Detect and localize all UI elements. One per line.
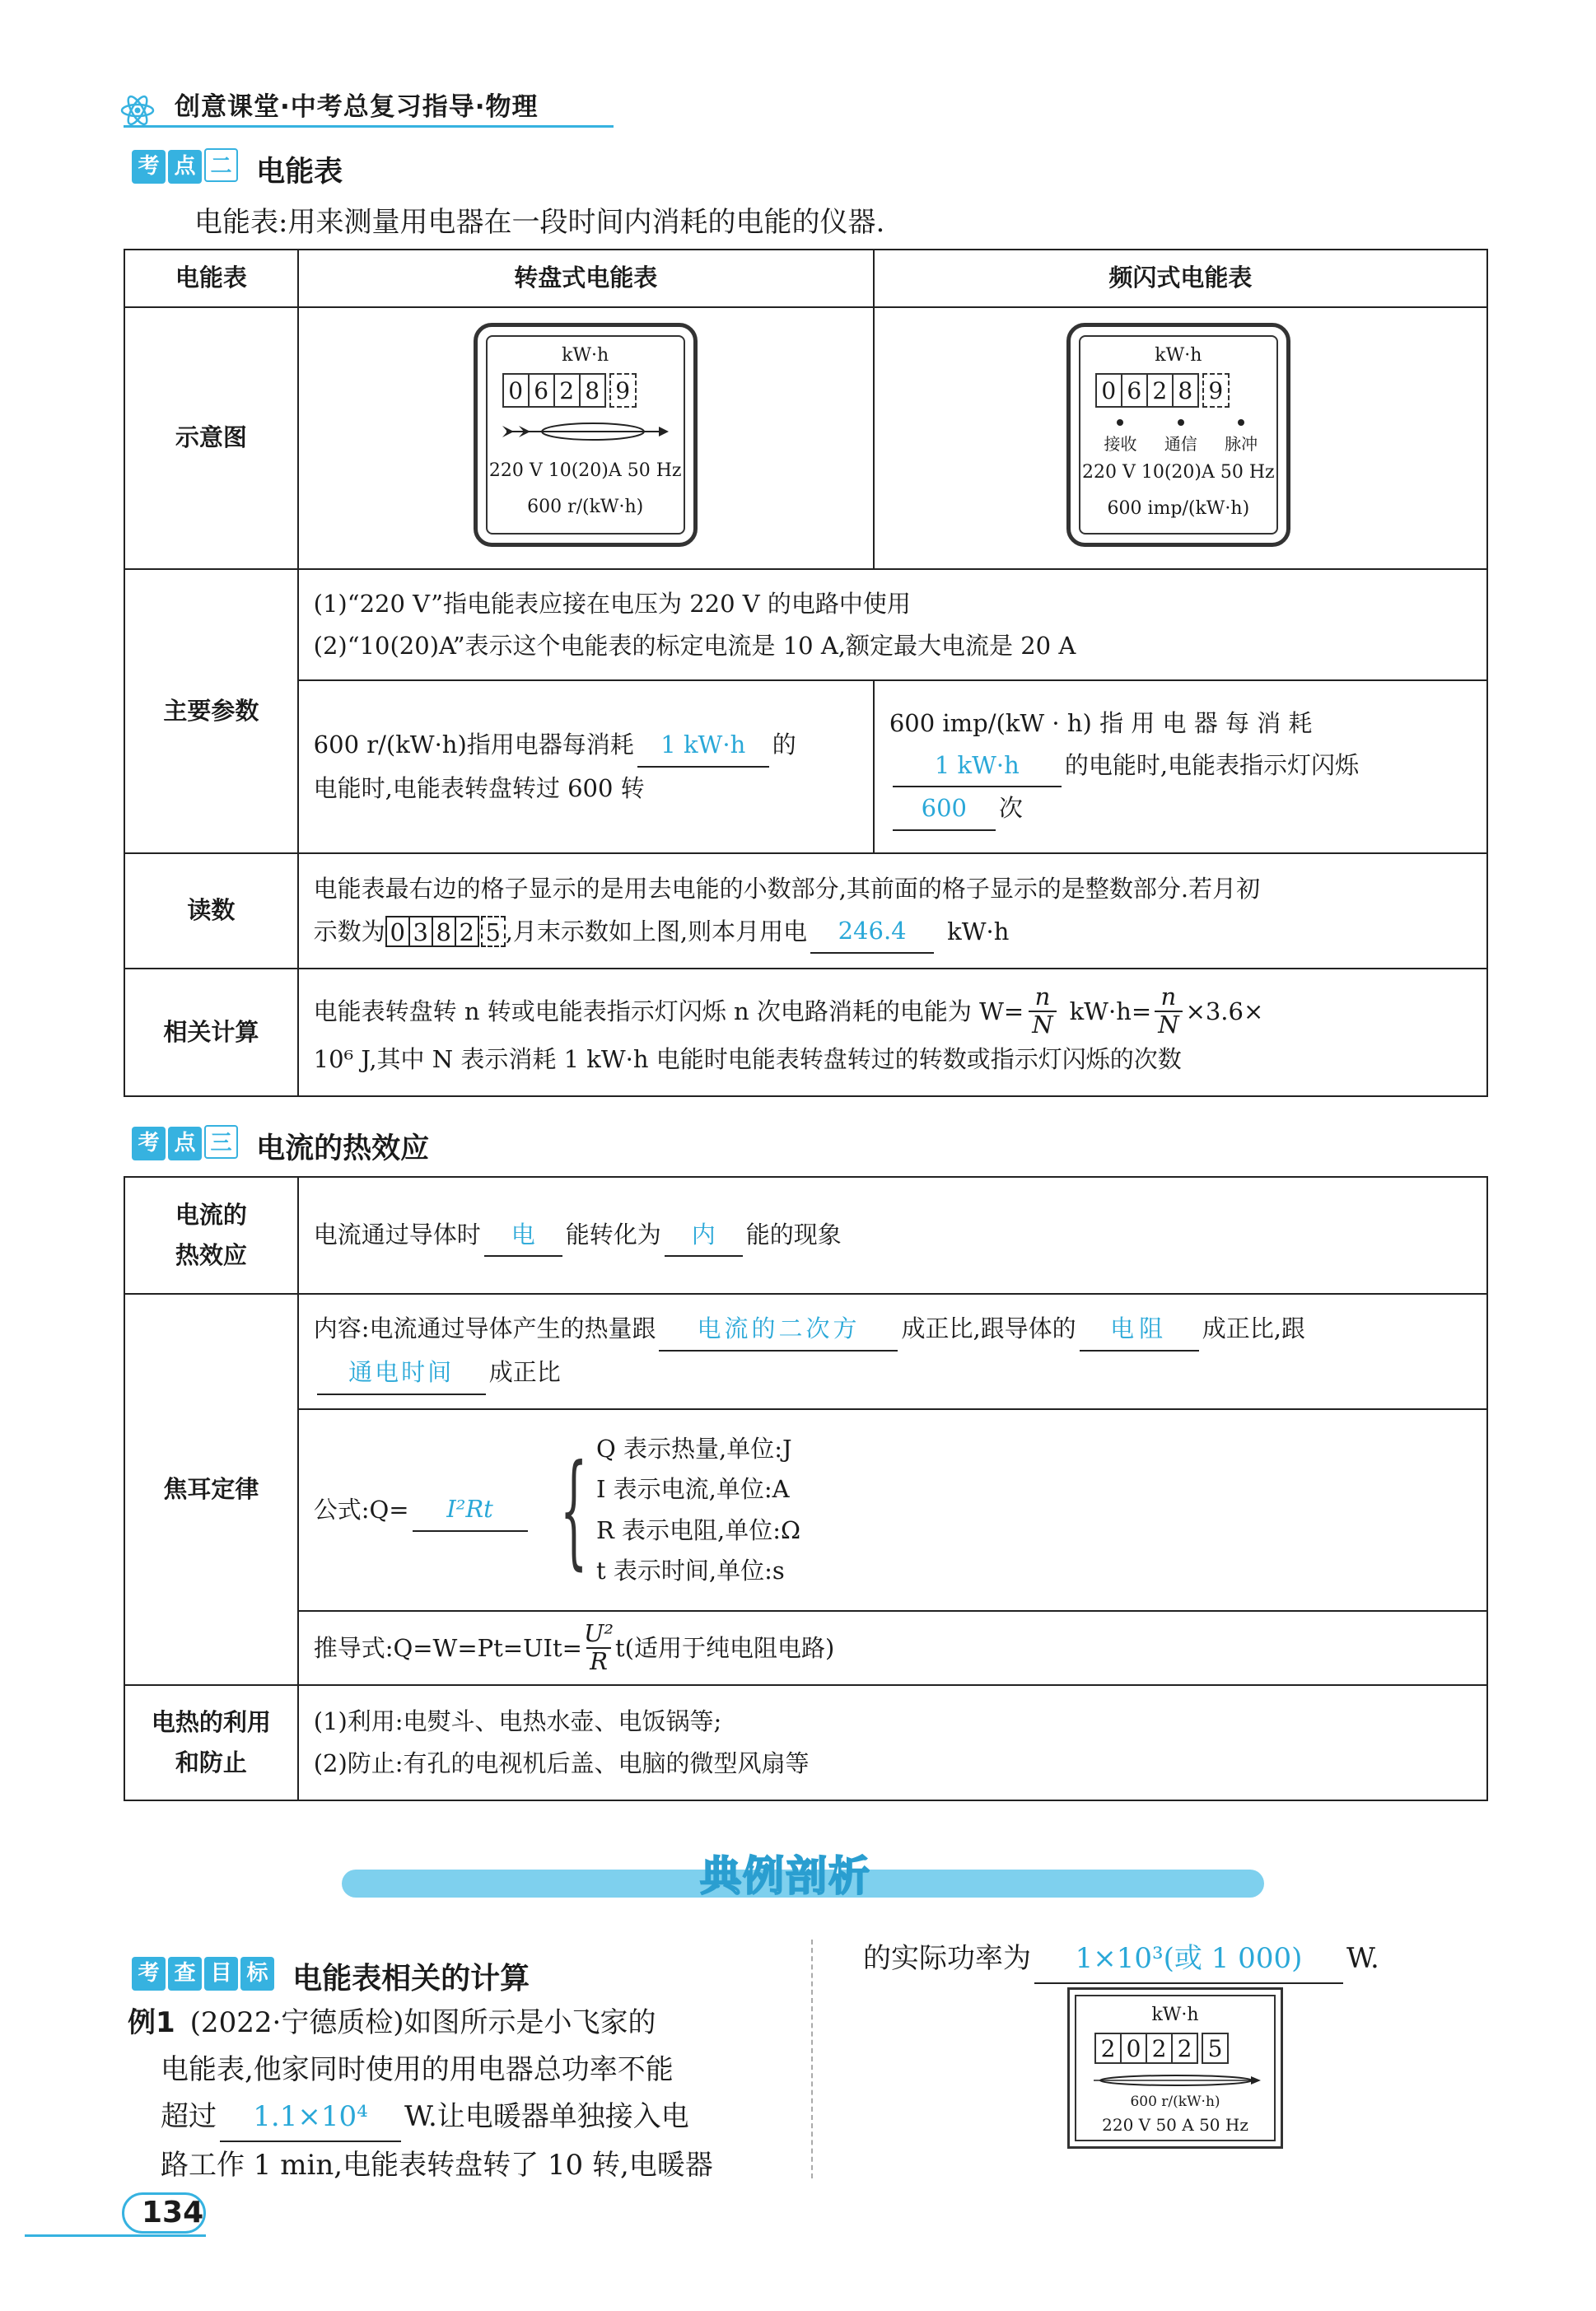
section3-tag-1: 考 [132,1127,166,1160]
heat-text-3: 能的现象 [745,1220,842,1249]
example-answer-2: 1×10³(或 1 000) [1034,1935,1343,1984]
digit: 2 [553,373,581,408]
example-tag-4: 标 [240,1957,274,1991]
table-row-params-1 [124,569,1487,680]
example-line-4: 路工作 1 min,电能表转盘转了 10 转,电暖器 [161,2149,713,2182]
section2-intro: 电能表:用来测量用电器在一段时间内消耗的电能的仪器. [194,206,885,239]
digit: 3 [408,916,433,947]
section2-tag-1: 考 [132,150,166,184]
header-underline [124,125,614,128]
atom-logo-icon [119,92,156,128]
heat-text-1: 电流通过导体时 [313,1220,481,1249]
params-line-2: (2)“10(20)A”表示这个电能表的标定电流是 10 A,额定最大电流是 20 A [313,631,1076,660]
fraction-numerator: n [1160,983,1177,1011]
row-label-line: 和防止 [175,1748,247,1776]
heat-answer-2: 内 [665,1214,743,1258]
rotating-disc-icon [502,419,671,444]
digit: 0 [502,373,530,408]
section2-tag-3: 二 [204,148,238,182]
indicator-lights [1090,419,1272,426]
example-continued [863,1935,1472,1984]
rotary-meter-cell [298,307,874,569]
joule-content-cell [298,1294,1487,1409]
digit: 0 [1095,373,1122,408]
example-tag-1: 考 [132,1957,166,1991]
calc-fraction-2 [1155,984,1182,1039]
table-header-row [124,250,1487,307]
decimal-digit: 5 [1202,2033,1229,2064]
params-right-text: 的电能时,电能表指示灯闪烁 [1064,750,1360,779]
digit: 8 [1172,373,1199,408]
example-answer-1: 1.1×10⁴ [220,2094,401,2142]
flash-meter-diagram [1066,323,1290,547]
content-answer-1: 电流的二次方 [659,1308,898,1352]
params-left-text: 600 r/(kW·h)指用电器每消耗 [313,731,634,759]
example-line-5a: 的实际功率为 [863,1942,1031,1975]
row-label-calc: 相关计算 [124,969,298,1096]
table-row-heat [124,1177,1487,1294]
digit: 2 [1146,373,1174,408]
example-line-3b: W.让电暖器单独接入电 [404,2100,689,2133]
example-line-3a: 超过 [161,2100,217,2133]
row-label-line: 电热的利用 [151,1707,271,1736]
section2-tag-2: 点 [168,150,202,184]
indicator-dot-icon [1238,419,1244,426]
decimal-digit: 9 [609,373,637,408]
row-label-use [124,1685,298,1800]
example-meter-spec: 220 V 50 A 50 Hz [1102,2115,1248,2135]
digit: 8 [579,373,606,408]
decimal-digit: 9 [1202,373,1230,408]
example-meter-rate: 600 r/(kW·h) [1130,2094,1220,2110]
col-header-flash: 频闪式电能表 [874,250,1487,307]
meter2-digits [1095,373,1228,408]
reading-unit: kW·h [947,917,1010,945]
derive-text-2: t(适用于纯电阻电路) [615,1633,835,1662]
params-right-line1: 600 imp/(kW · h) 指 用 电 器 每 消 耗 [889,708,1313,737]
row-label-params: 主要参数 [124,569,298,853]
col-header-rotary: 转盘式电能表 [298,250,874,307]
example-tag-3: 目 [204,1957,238,1991]
indicator-dot-icon [1178,419,1184,426]
example-tag-2: 查 [168,1957,202,1991]
footer-line [25,2234,206,2237]
formula-legend [596,1429,800,1591]
example-line-1: (2022·宁德质检)如图所示是小飞家的 [189,2006,656,2039]
derive-cell [298,1611,1487,1685]
use-cell [298,1685,1487,1800]
table-row-use [124,1685,1487,1800]
example-label: 例1 [128,2006,175,2039]
use-line-1: (1)利用:电熨斗、电热水壶、电饭锅等; [313,1707,722,1736]
params-left-suffix: 的 [772,731,796,759]
formula-item: I 表示电流,单位:A [595,1475,790,1504]
content-answer-3: 通电时间 [317,1352,486,1395]
rotating-disc-icon [1090,2072,1262,2089]
reading-text-2: ,月末示数如上图,则本月用电 [505,917,808,945]
reading-answer: 246.4 [810,910,934,954]
fraction-numerator: n [1034,983,1051,1011]
example-meter-digits [1094,2033,1227,2064]
fraction-numerator: U² [583,1619,614,1648]
digit: 0 [385,916,410,947]
reading-cell [298,853,1487,969]
banner-title: 典例剖析 [700,1852,871,1900]
example-meter-diagram [1067,1987,1283,2149]
table-row-params-2 [124,680,1487,853]
decimal-digit: 5 [481,916,506,947]
section3-tag-2: 点 [168,1127,202,1160]
col-header-meter: 电能表 [124,250,298,307]
params-right-suffix: 次 [998,794,1023,823]
calc-line-2: 10⁶ J,其中 N 表示消耗 1 kW·h 电能时电能表转盘转过的转数或指示灯闪烁的次数 [313,1045,1182,1074]
meter2-rate: 600 imp/(kW·h) [1107,498,1250,519]
digit: 0 [1120,2033,1147,2064]
content-text-1: 内容:电流通过导体产生的热量跟 [313,1314,656,1343]
digit: 2 [1094,2033,1122,2064]
heat-answer-1: 电 [484,1214,562,1258]
table-row-diagram [124,307,1487,569]
section2-heading [132,148,343,190]
meter1-spec: 220 V 10(20)A 50 Hz [488,460,682,481]
params-left-line2: 电能时,电能表转盘转过 600 转 [313,774,645,802]
brace-icon: { [559,1438,587,1582]
example-line-2: 电能表,他家同时使用的用电器总功率不能 [161,2053,674,2086]
params-line-1: (1)“220 V”指电能表应接在电压为 220 V 的电路中使用 [313,589,911,618]
row-label-joule: 焦耳定律 [124,1294,298,1685]
content-text-2: 成正比,跟导体的 [901,1314,1076,1343]
indicator-label: 接收 [1104,434,1137,454]
use-line-2: (2)防止:有孔的电视机后盖、电脑的微型风扇等 [313,1749,810,1777]
meter2-unit: kW·h [1155,345,1202,366]
heat-effect-table [124,1176,1488,1801]
fraction-denominator: R [586,1647,611,1675]
row-label-diagram: 示意图 [124,307,298,569]
reading-digits [385,916,506,947]
digit: 8 [432,916,456,947]
indicator-label: 脉冲 [1225,434,1258,454]
indicator-labels [1090,431,1272,455]
example-title: 电能表相关的计算 [292,1962,530,1996]
fraction-denominator: N [1155,1011,1182,1039]
heat-cell [298,1177,1487,1294]
digit: 6 [1121,373,1148,408]
header-title: 创意课堂·中考总复习指导·物理 [175,92,539,122]
table-row-derive [124,1611,1487,1685]
table-row-calc [124,969,1487,1096]
rotary-meter-diagram [474,323,698,547]
formula-answer: I²Rt [413,1488,528,1532]
digit: 2 [1171,2033,1198,2064]
calc-fraction-1 [1029,984,1056,1039]
row-label-line: 电流的 [175,1200,247,1229]
digit: 2 [1146,2033,1173,2064]
table-row-joule-content [124,1294,1487,1409]
meter1-rate: 600 r/(kW·h) [527,497,644,517]
table-row-reading [124,853,1487,969]
meter1-digits [502,373,635,408]
calc-text-3: ×3.6× [1185,997,1264,1025]
content-text-3: 成正比,跟 [1202,1314,1305,1343]
indicator-dot-icon [1117,419,1123,426]
table-row-joule-formula [124,1409,1487,1611]
page-number: 134 [142,2196,204,2229]
example-heading [132,1955,530,1997]
row-label-heat-effect [124,1177,298,1294]
meter-table [124,249,1488,1097]
joule-formula-cell [298,1409,1487,1611]
reading-text: 示数为 [313,917,385,945]
flash-meter-cell [874,307,1487,569]
section3-title: 电流的热效应 [256,1132,430,1165]
heat-text-2: 能转化为 [565,1220,661,1249]
row-label-line: 热效应 [175,1241,247,1269]
digit: 6 [528,373,555,408]
derive-text-1: 推导式:Q=W=Pt=UIt= [313,1633,582,1662]
params-left-answer: 1 kW·h [637,724,769,768]
params-common-cell [298,569,1487,680]
derive-fraction [584,1621,614,1675]
fraction-denominator: N [1029,1011,1056,1039]
params-right-answer-2: 600 [893,787,996,831]
example-question [128,2000,795,2189]
params-right-answer-1: 1 kW·h [893,745,1062,788]
section3-tag-3: 三 [204,1125,238,1159]
params-rotary-cell [298,680,874,853]
meter1-unit: kW·h [562,345,609,366]
digit: 2 [455,916,479,947]
row-label-reading: 读数 [124,853,298,969]
calc-text-1: 电能表转盘转 n 转或电能表指示灯闪烁 n 次电路消耗的电能为 W= [313,997,1024,1025]
reading-line-1: 电能表最右边的格子显示的是用去电能的小数部分,其前面的格子显示的是整数部分.若月初 [313,875,1261,903]
formula-item: R 表示电阻,单位:Ω [595,1515,801,1544]
content-answer-2: 电阻 [1080,1308,1199,1352]
indicator-label: 通信 [1164,434,1197,454]
section2-title: 电能表 [256,155,343,189]
section3-heading [132,1125,429,1167]
example-line-5b: W. [1346,1942,1379,1975]
params-flash-cell [874,680,1487,853]
formula-label: 公式:Q= [313,1496,409,1524]
calc-text-2: kW·h= [1069,997,1152,1025]
meter2-spec: 220 V 10(20)A 50 Hz [1081,462,1275,483]
formula-item: Q 表示热量,单位:J [595,1434,792,1463]
formula-item: t 表示时间,单位:s [595,1556,785,1585]
content-text-4: 成正比 [488,1358,561,1386]
calc-cell [298,969,1487,1096]
column-divider [811,1940,813,2178]
example-meter-unit: kW·h [1151,2005,1199,2025]
